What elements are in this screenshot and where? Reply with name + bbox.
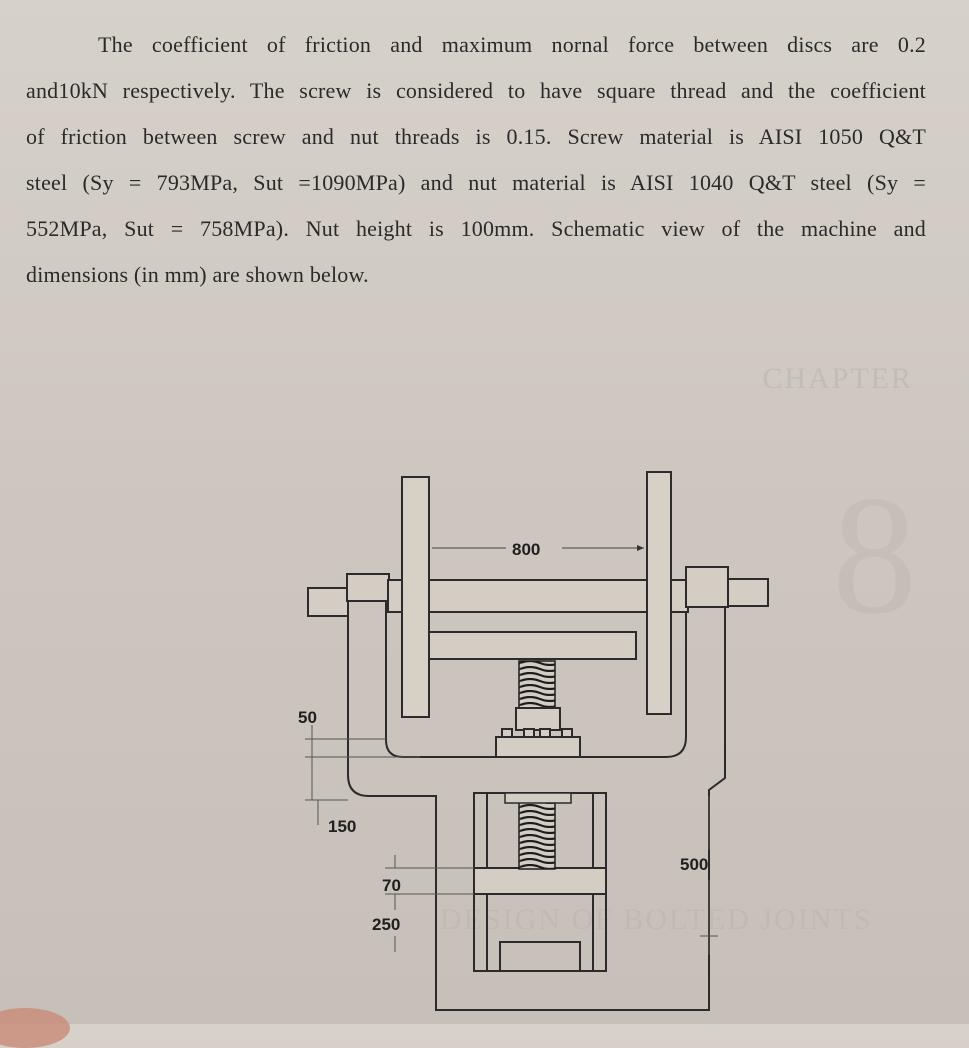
- left-disc: [402, 477, 429, 717]
- dimension-label-500: 500: [680, 855, 709, 874]
- problem-line-3: of friction between screw and nut threads is 0.15. Screw material is AISI 1050 Q&T: [26, 124, 926, 149]
- dimension-label-50: 50: [298, 708, 317, 727]
- problem-line-1: The coefficient of friction and maximum nornal force between discs are 0.2: [98, 32, 926, 57]
- chapter-number-watermark: 8: [832, 461, 919, 649]
- lead-screw: [519, 797, 555, 869]
- dimension-label-70: 70: [382, 876, 401, 895]
- dimension-left: [305, 725, 420, 825]
- upper-spring: [519, 661, 555, 709]
- right-disc: [647, 472, 671, 714]
- dimension-label-800: 800: [512, 540, 541, 559]
- chapter-watermark: CHAPTER: [762, 362, 913, 395]
- problem-line-2: and10kN respectively. The screw is considered to have square thread and the coefficient: [26, 78, 926, 103]
- bearing-housing: [496, 708, 580, 757]
- top-axle: [308, 567, 768, 616]
- running-head-watermark: DESIGN OF BOLTED JOINTS: [440, 903, 873, 936]
- problem-line-6: dimensions (in mm) are shown below.: [26, 262, 369, 287]
- problem-line-5: 552MPa, Sut = 758MPa). Nut height is 100mm. Schematic view of the machine and: [26, 216, 926, 241]
- screw-collar: [505, 793, 571, 803]
- dimension-lower-left: [385, 855, 474, 952]
- driven-bar: [429, 632, 636, 659]
- problem-line-4: steel (Sy = 793MPa, Sut =1090MPa) and nut material is AISI 1040 Q&T steel (Sy =: [26, 170, 926, 195]
- dimension-label-150: 150: [328, 817, 357, 836]
- dimension-label-250: 250: [372, 915, 401, 934]
